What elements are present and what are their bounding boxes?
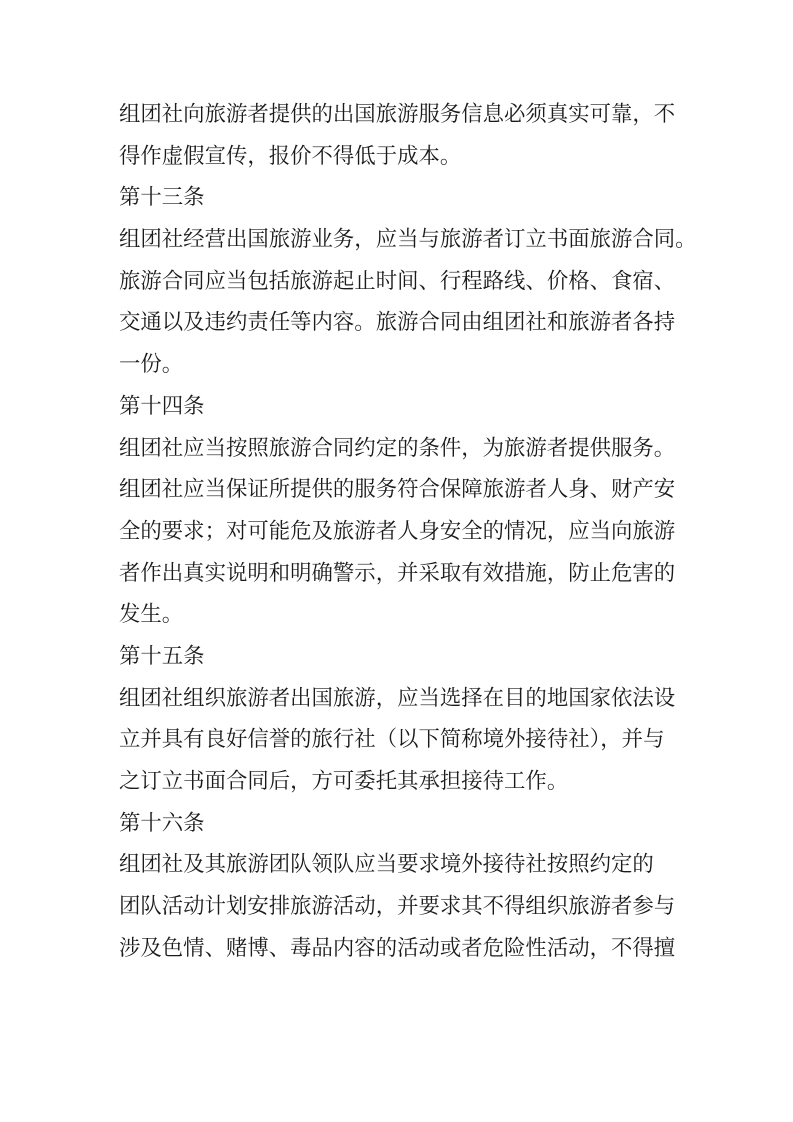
body-text-line: 者作出真实说明和明确警示，并采取有效措施，防止危害的 (119, 560, 676, 585)
body-text-line: 组团社组织旅游者出国旅游，应当选择在目的地国家依法设 (119, 685, 676, 710)
article-heading: 第十五条 (119, 643, 205, 668)
article-heading: 第十三条 (119, 185, 205, 210)
text-content (119, 94, 719, 969)
body-text-line: 组团社应当保证所提供的服务符合保障旅游者人身、财产安 (119, 477, 676, 502)
body-text-line: 得作虚假宣传，报价不得低于成本。 (119, 143, 462, 168)
article-heading: 第十六条 (119, 810, 205, 835)
body-text-line: 组团社应当按照旅游合同约定的条件，为旅游者提供服务。 (119, 435, 676, 460)
body-text-line: 立并具有良好信誉的旅行社（以下简称境外接待社），并与 (119, 727, 665, 752)
body-text-line: 组团社经营出国旅游业务，应当与旅游者订立书面旅游合同。 (119, 227, 697, 252)
body-text-line: 组团社向旅游者提供的出国旅游服务信息必须真实可靠，不 (119, 102, 676, 126)
body-text-line: 团队活动计划安排旅游活动，并要求其不得组织旅游者参与 (119, 894, 676, 919)
body-text-line: 之订立书面合同后，方可委托其承担接待工作。 (119, 769, 569, 793)
body-text-line: 交通以及违约责任等内容。旅游合同由组团社和旅游者各持 (119, 310, 676, 335)
body-text-line: 全的要求；对可能危及旅游者人身安全的情况，应当向旅游 (119, 518, 676, 543)
body-text-line: 发生。 (119, 602, 184, 627)
body-text-line: 一份。 (119, 352, 184, 377)
body-text-line: 旅游合同应当包括旅游起止时间、行程路线、价格、食宿、 (119, 268, 676, 293)
body-text-line: 涉及色情、赌博、毒品内容的活动或者危险性活动，不得擅 (119, 935, 676, 960)
article-heading: 第十四条 (119, 393, 205, 418)
body-text-line: 组团社及其旅游团队领队应当要求境外接待社按照约定的 (119, 852, 654, 877)
